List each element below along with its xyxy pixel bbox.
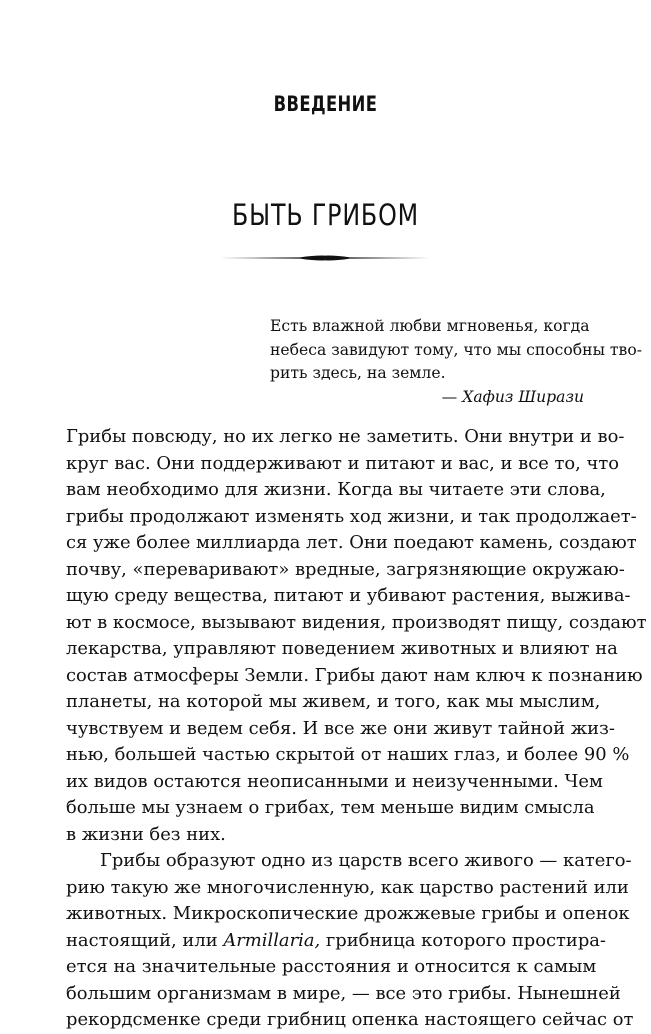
text-line: их видов остаются неописанными и неизученными. Чем xyxy=(66,770,603,792)
text-line xyxy=(66,928,606,955)
epigraph xyxy=(270,315,642,409)
text-line: большим организмам в мире, — все это грибы. Нынешней xyxy=(66,982,621,1004)
text-line: вам необходимо для жизни. Когда вы читаете эти слова, xyxy=(66,479,606,500)
text-line: в жизни без них. xyxy=(66,823,226,845)
species-name: Armillaria, xyxy=(223,929,321,951)
text-line: Грибы повсюду, но их легко не заметить. Они внутри и во- xyxy=(66,426,625,447)
text-line: чувствуем и ведем себя. И все же они живут тайной жиз- xyxy=(66,717,615,739)
text-line: Грибы образуют одно из царств всего живого — катего- xyxy=(100,850,632,871)
text-line: грибы продолжают изменять ход жизни, и так продолжает- xyxy=(66,505,637,527)
epigraph-line: небеса завидуют тому, что мы способны тво- xyxy=(270,340,642,359)
ornamental-divider xyxy=(220,252,430,264)
chapter-title: БЫТЬ ГРИБОМ xyxy=(232,198,419,232)
text-line: состав атмосферы Земли. Грибы дают нам ключ к познанию xyxy=(66,664,643,686)
section-label: ВВЕДЕНИЕ xyxy=(273,92,378,116)
body-text xyxy=(66,424,647,1034)
text-line: ся уже более миллиарда лет. Они поедают камень, создают xyxy=(66,532,637,553)
epigraph-line: рить здесь, на земле. xyxy=(270,364,446,382)
text-line: рекордсменке среди грибниц опенка настоящего сейчас от xyxy=(66,1009,634,1030)
text-line: круг вас. Они поддерживают и питают и вас, и все то, что xyxy=(66,452,620,474)
epigraph-line: Есть влажной любви мгновенья, когда xyxy=(270,317,590,335)
text-line: рию такую же многочисленную, как царство растений или xyxy=(66,876,629,898)
text-line: животных. Микроскопические дрожжевые грибы и опенок xyxy=(66,903,630,924)
text-line: лекарства, управляют поведением животных и влияют на xyxy=(66,638,618,659)
text-line: щую среду вещества, питают и убивают растения, выжива- xyxy=(66,585,631,606)
text-line: ют в космосе, вызывают видения, производят пищу, создают xyxy=(66,611,647,633)
epigraph-attribution: — Хафиз Ширази xyxy=(441,387,584,406)
text-segment: настоящий, или xyxy=(66,929,224,951)
text-segment: грибница которого простира- xyxy=(320,929,606,951)
text-line: планеты, на которой мы живем, и того, как мы мыслим, xyxy=(66,691,601,712)
text-line: больше мы узнаем о грибах, тем меньше видим смысла xyxy=(66,797,595,818)
text-line: ется на значительные расстояния и относится к самым xyxy=(66,956,597,977)
text-line: нью, большей частью скрытой от наших глаз, и более 90 % xyxy=(66,744,630,765)
text-line: почву, «переваривают» вредные, загрязняющие окружаю- xyxy=(66,558,625,580)
